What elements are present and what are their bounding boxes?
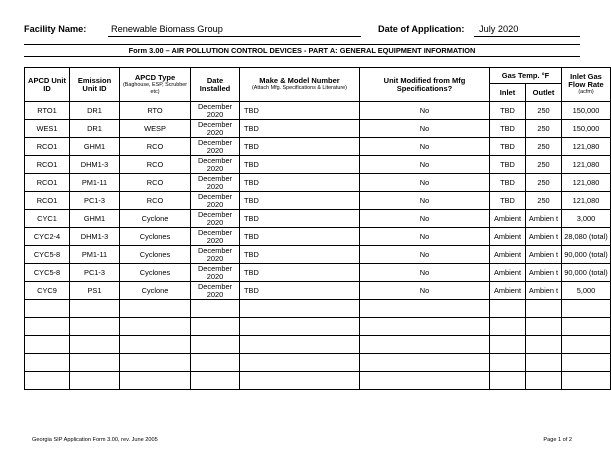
cell-date-installed bbox=[191, 354, 240, 372]
cell-apcd-unit-id: RCO1 bbox=[25, 174, 70, 192]
cell-make-model: TBD bbox=[240, 282, 360, 300]
cell-date-installed bbox=[191, 372, 240, 390]
cell-apcd-type: Cyclones bbox=[120, 246, 191, 264]
cell-flow-rate: 90,000 (total) bbox=[562, 246, 611, 264]
cell-unit-modified: No bbox=[360, 156, 490, 174]
date-of-application-underline bbox=[474, 36, 580, 37]
table-row bbox=[25, 192, 611, 210]
cell-flow-rate bbox=[562, 336, 611, 354]
col-gas-temp-inlet: Inlet bbox=[490, 84, 526, 102]
cell-apcd-type bbox=[120, 372, 191, 390]
table-row bbox=[25, 246, 611, 264]
cell-unit-modified: No bbox=[360, 174, 490, 192]
cell-gas-temp-outlet: Ambien t bbox=[526, 282, 562, 300]
cell-apcd-type: RCO bbox=[120, 138, 191, 156]
cell-unit-modified: No bbox=[360, 228, 490, 246]
cell-apcd-unit-id: CYC5-8 bbox=[25, 264, 70, 282]
cell-make-model: TBD bbox=[240, 210, 360, 228]
cell-make-model bbox=[240, 318, 360, 336]
cell-unit-modified bbox=[360, 336, 490, 354]
cell-gas-temp-inlet bbox=[490, 354, 526, 372]
cell-date-installed: December 2020 bbox=[191, 138, 240, 156]
col-emission-unit-id: Emission Unit ID bbox=[70, 68, 120, 102]
cell-make-model bbox=[240, 354, 360, 372]
cell-unit-modified bbox=[360, 372, 490, 390]
cell-date-installed: December 2020 bbox=[191, 210, 240, 228]
cell-unit-modified: No bbox=[360, 282, 490, 300]
cell-gas-temp-inlet bbox=[490, 336, 526, 354]
cell-gas-temp-outlet: 250 bbox=[526, 102, 562, 120]
table-row bbox=[25, 102, 611, 120]
cell-apcd-type: Cyclones bbox=[120, 264, 191, 282]
date-of-application-label: Date of Application: bbox=[378, 24, 465, 34]
cell-flow-rate bbox=[562, 372, 611, 390]
cell-flow-rate bbox=[562, 300, 611, 318]
cell-apcd-unit-id: RCO1 bbox=[25, 138, 70, 156]
footer-page-number: Page 1 of 2 bbox=[543, 437, 572, 443]
cell-unit-modified: No bbox=[360, 120, 490, 138]
table-row bbox=[25, 120, 611, 138]
cell-flow-rate bbox=[562, 354, 611, 372]
cell-gas-temp-inlet: Ambient bbox=[490, 210, 526, 228]
cell-date-installed bbox=[191, 336, 240, 354]
cell-apcd-type bbox=[120, 354, 191, 372]
cell-gas-temp-outlet: Ambien t bbox=[526, 228, 562, 246]
cell-gas-temp-outlet: 250 bbox=[526, 138, 562, 156]
cell-gas-temp-inlet: TBD bbox=[490, 102, 526, 120]
cell-make-model: TBD bbox=[240, 120, 360, 138]
cell-gas-temp-inlet: TBD bbox=[490, 174, 526, 192]
cell-gas-temp-inlet bbox=[490, 300, 526, 318]
form-title: Form 3.00 – AIR POLLUTION CONTROL DEVICES - PART A: GENERAL EQUIPMENT INFORMATION bbox=[128, 46, 476, 55]
cell-flow-rate: 121,080 bbox=[562, 192, 611, 210]
cell-flow-rate bbox=[562, 318, 611, 336]
cell-gas-temp-outlet bbox=[526, 336, 562, 354]
cell-gas-temp-inlet: Ambient bbox=[490, 282, 526, 300]
cell-emission-unit-id: PM1-11 bbox=[70, 246, 120, 264]
cell-unit-modified bbox=[360, 354, 490, 372]
cell-emission-unit-id bbox=[70, 318, 120, 336]
table-row bbox=[25, 156, 611, 174]
cell-gas-temp-outlet bbox=[526, 300, 562, 318]
cell-make-model: TBD bbox=[240, 174, 360, 192]
cell-gas-temp-outlet bbox=[526, 354, 562, 372]
cell-date-installed: December 2020 bbox=[191, 264, 240, 282]
cell-flow-rate: 150,000 bbox=[562, 102, 611, 120]
cell-make-model: TBD bbox=[240, 264, 360, 282]
cell-gas-temp-inlet: TBD bbox=[490, 120, 526, 138]
cell-make-model: TBD bbox=[240, 246, 360, 264]
cell-gas-temp-outlet: 250 bbox=[526, 156, 562, 174]
cell-apcd-type bbox=[120, 318, 191, 336]
table-row bbox=[25, 372, 611, 390]
cell-apcd-type: Cyclone bbox=[120, 282, 191, 300]
table-row bbox=[25, 354, 611, 372]
col-flow-rate-unit: (acfm) bbox=[578, 89, 594, 96]
table-row bbox=[25, 228, 611, 246]
cell-emission-unit-id: PC1-3 bbox=[70, 192, 120, 210]
cell-apcd-unit-id bbox=[25, 336, 70, 354]
date-of-application-value: July 2020 bbox=[479, 24, 519, 34]
facility-name-label: Facility Name: bbox=[24, 24, 87, 34]
cell-make-model bbox=[240, 372, 360, 390]
cell-emission-unit-id: DR1 bbox=[70, 120, 120, 138]
cell-date-installed: December 2020 bbox=[191, 156, 240, 174]
table-body bbox=[25, 102, 611, 390]
col-apcd-type bbox=[120, 68, 191, 102]
cell-gas-temp-inlet: TBD bbox=[490, 192, 526, 210]
cell-apcd-unit-id: CYC2-4 bbox=[25, 228, 70, 246]
cell-apcd-type: WESP bbox=[120, 120, 191, 138]
cell-gas-temp-inlet bbox=[490, 372, 526, 390]
cell-apcd-unit-id: RCO1 bbox=[25, 192, 70, 210]
col-date-installed: Date Installed bbox=[191, 68, 240, 102]
cell-apcd-type: Cyclones bbox=[120, 228, 191, 246]
cell-emission-unit-id: GHM1 bbox=[70, 210, 120, 228]
cell-make-model: TBD bbox=[240, 156, 360, 174]
table-row bbox=[25, 318, 611, 336]
equipment-table bbox=[24, 67, 611, 390]
cell-gas-temp-inlet: Ambient bbox=[490, 246, 526, 264]
cell-gas-temp-inlet: TBD bbox=[490, 156, 526, 174]
cell-gas-temp-outlet: 250 bbox=[526, 192, 562, 210]
cell-unit-modified: No bbox=[360, 138, 490, 156]
cell-apcd-unit-id: CYC9 bbox=[25, 282, 70, 300]
cell-make-model: TBD bbox=[240, 102, 360, 120]
cell-apcd-unit-id: WES1 bbox=[25, 120, 70, 138]
col-flow-rate bbox=[562, 68, 611, 102]
cell-gas-temp-inlet: TBD bbox=[490, 138, 526, 156]
cell-emission-unit-id bbox=[70, 336, 120, 354]
cell-emission-unit-id bbox=[70, 354, 120, 372]
form-title-rule-bottom bbox=[24, 56, 580, 57]
cell-make-model: TBD bbox=[240, 228, 360, 246]
cell-gas-temp-outlet: Ambien t bbox=[526, 210, 562, 228]
col-apcd-type-note: (Baghouse, ESP, Scrubber etc) bbox=[122, 82, 188, 95]
cell-apcd-unit-id bbox=[25, 318, 70, 336]
cell-gas-temp-outlet bbox=[526, 372, 562, 390]
cell-gas-temp-outlet: 250 bbox=[526, 174, 562, 192]
cell-apcd-type bbox=[120, 336, 191, 354]
facility-name-underline bbox=[108, 36, 361, 37]
col-make-model-title: Make & Model Number bbox=[259, 76, 340, 86]
cell-make-model bbox=[240, 300, 360, 318]
cell-gas-temp-inlet: Ambient bbox=[490, 264, 526, 282]
col-apcd-unit-id: APCD Unit ID bbox=[25, 68, 70, 102]
cell-apcd-type: RCO bbox=[120, 192, 191, 210]
cell-gas-temp-outlet: Ambien t bbox=[526, 246, 562, 264]
col-gas-temp: Gas Temp. °F bbox=[490, 68, 562, 84]
cell-date-installed: December 2020 bbox=[191, 120, 240, 138]
cell-emission-unit-id: DHM1-3 bbox=[70, 156, 120, 174]
cell-apcd-unit-id bbox=[25, 300, 70, 318]
cell-unit-modified: No bbox=[360, 102, 490, 120]
cell-date-installed: December 2020 bbox=[191, 192, 240, 210]
cell-gas-temp-outlet bbox=[526, 318, 562, 336]
cell-flow-rate: 3,000 bbox=[562, 210, 611, 228]
cell-make-model bbox=[240, 336, 360, 354]
cell-unit-modified: No bbox=[360, 246, 490, 264]
cell-apcd-unit-id: RTO1 bbox=[25, 102, 70, 120]
cell-unit-modified: No bbox=[360, 192, 490, 210]
cell-emission-unit-id bbox=[70, 300, 120, 318]
cell-emission-unit-id bbox=[70, 372, 120, 390]
cell-make-model: TBD bbox=[240, 192, 360, 210]
table-row bbox=[25, 300, 611, 318]
table-row bbox=[25, 174, 611, 192]
cell-date-installed bbox=[191, 318, 240, 336]
cell-emission-unit-id: DHM1-3 bbox=[70, 228, 120, 246]
cell-unit-modified bbox=[360, 300, 490, 318]
form-title-rule-top bbox=[24, 44, 580, 45]
cell-flow-rate: 90,000 (total) bbox=[562, 264, 611, 282]
table-row bbox=[25, 138, 611, 156]
cell-apcd-unit-id: RCO1 bbox=[25, 156, 70, 174]
cell-date-installed: December 2020 bbox=[191, 282, 240, 300]
cell-emission-unit-id: PM1-11 bbox=[70, 174, 120, 192]
cell-flow-rate: 121,080 bbox=[562, 138, 611, 156]
cell-emission-unit-id: GHM1 bbox=[70, 138, 120, 156]
col-apcd-type-title: APCD Type bbox=[134, 73, 176, 82]
cell-flow-rate: 121,080 bbox=[562, 174, 611, 192]
cell-apcd-type: Cyclone bbox=[120, 210, 191, 228]
cell-flow-rate: 5,000 bbox=[562, 282, 611, 300]
col-unit-modified: Unit Modified from Mfg Specifications? bbox=[360, 68, 490, 102]
cell-date-installed: December 2020 bbox=[191, 246, 240, 264]
cell-apcd-unit-id: CYC1 bbox=[25, 210, 70, 228]
cell-emission-unit-id: PS1 bbox=[70, 282, 120, 300]
cell-unit-modified: No bbox=[360, 210, 490, 228]
cell-make-model: TBD bbox=[240, 138, 360, 156]
cell-flow-rate: 150,000 bbox=[562, 120, 611, 138]
table-row bbox=[25, 336, 611, 354]
table-row bbox=[25, 264, 611, 282]
cell-emission-unit-id: DR1 bbox=[70, 102, 120, 120]
col-flow-rate-title: Inlet Gas Flow Rate bbox=[568, 72, 604, 90]
cell-unit-modified: No bbox=[360, 264, 490, 282]
col-make-model-note: (Attach Mfg. Specifications & Literature) bbox=[252, 85, 347, 92]
cell-apcd-type: RTO bbox=[120, 102, 191, 120]
table-row bbox=[25, 282, 611, 300]
footer-form-revision: Georgia SIP Application Form 3.00, rev. June 2005 bbox=[32, 437, 158, 443]
cell-apcd-type: RCO bbox=[120, 174, 191, 192]
cell-apcd-type: RCO bbox=[120, 156, 191, 174]
cell-date-installed: December 2020 bbox=[191, 228, 240, 246]
cell-emission-unit-id: PC1-3 bbox=[70, 264, 120, 282]
cell-apcd-type bbox=[120, 300, 191, 318]
cell-gas-temp-outlet: 250 bbox=[526, 120, 562, 138]
cell-date-installed: December 2020 bbox=[191, 174, 240, 192]
cell-gas-temp-outlet: Ambien t bbox=[526, 264, 562, 282]
cell-apcd-unit-id bbox=[25, 354, 70, 372]
cell-gas-temp-inlet: Ambient bbox=[490, 228, 526, 246]
col-make-model bbox=[240, 68, 360, 102]
table-row bbox=[25, 210, 611, 228]
cell-gas-temp-inlet bbox=[490, 318, 526, 336]
cell-flow-rate: 121,080 bbox=[562, 156, 611, 174]
facility-name-value: Renewable Biomass Group bbox=[111, 24, 223, 34]
cell-apcd-unit-id bbox=[25, 372, 70, 390]
cell-date-installed: December 2020 bbox=[191, 102, 240, 120]
cell-flow-rate: 28,080 (total) bbox=[562, 228, 611, 246]
cell-date-installed bbox=[191, 300, 240, 318]
col-gas-temp-outlet: Outlet bbox=[526, 84, 562, 102]
cell-apcd-unit-id: CYC5-8 bbox=[25, 246, 70, 264]
cell-unit-modified bbox=[360, 318, 490, 336]
